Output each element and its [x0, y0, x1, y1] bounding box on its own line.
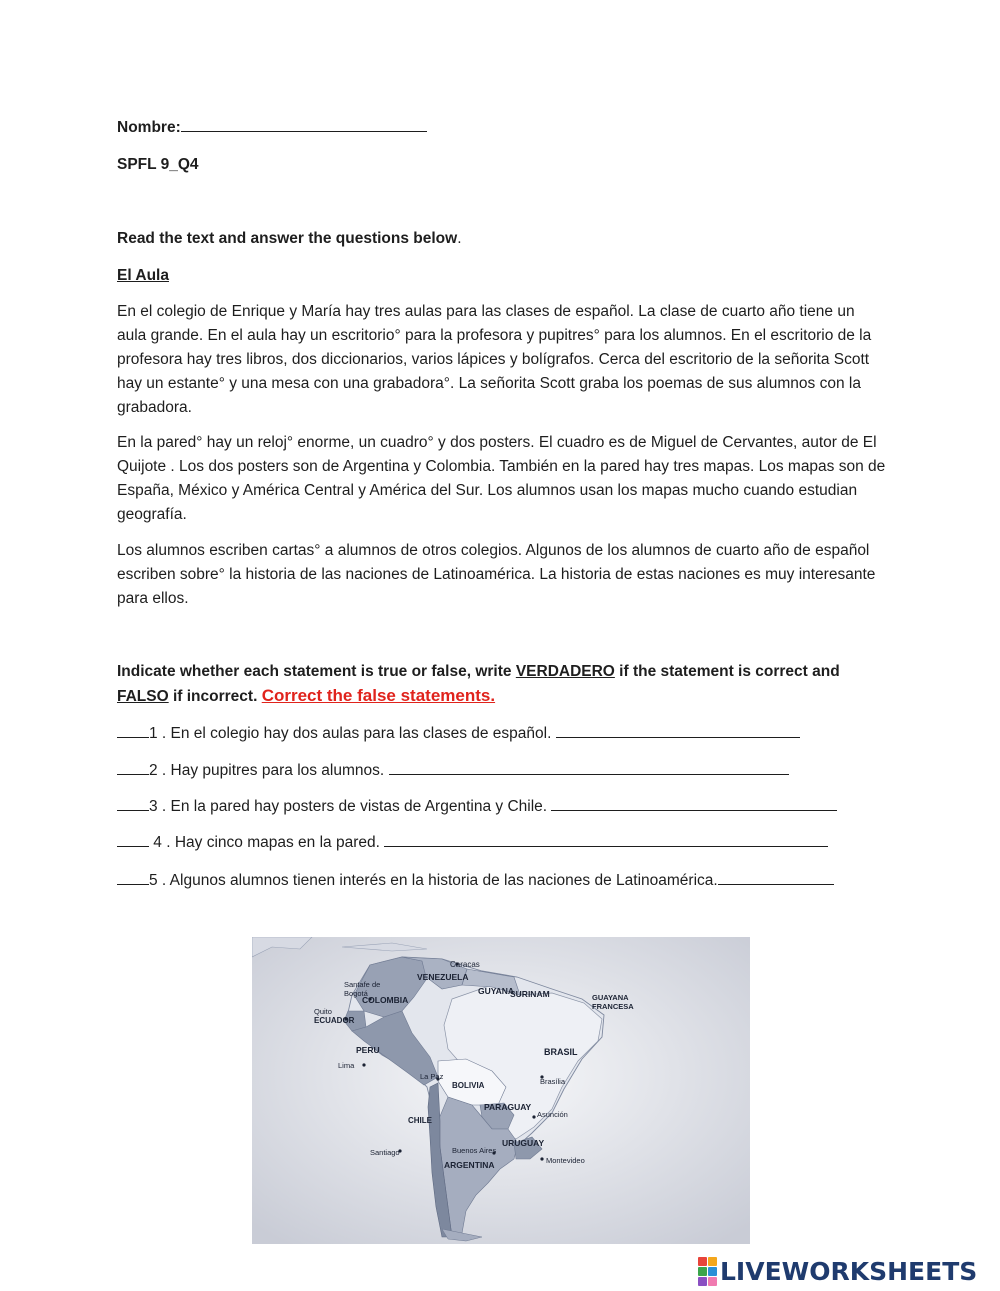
label-guyana: GUYANA [478, 986, 515, 996]
label-montevideo: Montevideo [546, 1156, 585, 1165]
name-input-line[interactable] [181, 117, 427, 132]
reading-paragraph-2: En la pared° hay un reloj° enorme, un cuadro° y dos posters. El cuadro es de Miguel de Cervantes, autor de El Quijote . Los dos posters son de Argentina y Colombia. También en la pared hay tres mapas. Los mapas son de España, México y América Central y América del Sur. Los alumnos usan los mapas mucho cuando estudian geografía. [117, 434, 886, 523]
answer-field-2[interactable] [117, 760, 149, 775]
montevideo-dot [540, 1157, 543, 1160]
label-colombia: COLOMBIA [362, 995, 409, 1005]
map-graphic [252, 937, 750, 1244]
label-brasil: BRASIL [544, 1047, 578, 1057]
label-bogota: Bogotá [344, 989, 368, 998]
statement-row-4 [117, 831, 828, 855]
correction-line-4[interactable] [384, 832, 828, 847]
label-argentina: ARGENTINA [444, 1160, 495, 1170]
label-surinam: SURINAM [510, 989, 550, 999]
answer-field-4[interactable] [117, 832, 149, 847]
logo-block [708, 1257, 717, 1266]
statement-row-5 [117, 869, 834, 893]
verdadero-word: VERDADERO [515, 663, 615, 680]
logo-block [708, 1267, 717, 1276]
label-lapaz: La Paz [420, 1072, 444, 1081]
label-paraguay: PARAGUAY [484, 1102, 532, 1112]
task-text-2: if the statement is correct and [614, 663, 840, 680]
statement-row-1 [117, 722, 800, 746]
statement-text-1: 1 . En el colegio hay dos aulas para las clases de español. [149, 725, 552, 742]
logo-block [698, 1257, 707, 1266]
label-ecuador: ECUADOR [314, 1016, 355, 1025]
label-venezuela: VENEZUELA [417, 972, 469, 982]
logo-block [708, 1277, 717, 1286]
label-brasilia: Brasília [540, 1077, 566, 1086]
answer-field-5[interactable] [117, 870, 149, 885]
label-santiago: Santiago [370, 1148, 400, 1157]
correct-false-note: Correct the false statements. [261, 686, 496, 705]
label-francesa: FRANCESA [592, 1002, 634, 1011]
correction-line-5[interactable] [718, 870, 834, 885]
asuncion-dot [532, 1115, 535, 1118]
logo-blocks-icon [698, 1257, 717, 1286]
correction-line-2[interactable] [389, 760, 789, 775]
statement-row-2 [117, 759, 789, 783]
reading-paragraph-1: En el colegio de Enrique y María hay tres aulas para las clases de español. La clase de cuarto año tiene un aula grande. En el aula hay un escritorio° para la profesora y pupitres° para los alumnos. En el escritorio de la profesora hay tres libros, dos diccionarios, varios lápices y bolígrafos. Cerca del escritorio de la señorita Scott hay un estante° y una mesa con una grabadora°. La señorita Scott graba los poemas de sus alumnos con la grabadora. [117, 303, 872, 416]
task-instructions [117, 660, 877, 709]
label-lima: Lima [338, 1061, 355, 1070]
course-code: SPFL 9_Q4 [117, 156, 199, 173]
logo-block [698, 1277, 707, 1286]
read-instruction-period: . [457, 230, 462, 247]
answer-field-3[interactable] [117, 796, 149, 811]
label-uruguay: URUGUAY [502, 1138, 545, 1148]
label-bolivia: BOLIVIA [452, 1081, 485, 1090]
answer-field-1[interactable] [117, 723, 149, 738]
task-text-3: if incorrect. [168, 688, 262, 705]
statement-text-2: 2 . Hay pupitres para los alumnos. [149, 762, 385, 779]
south-america-map [252, 937, 750, 1244]
read-instruction-text: Read the text and answer the questions below [117, 230, 458, 247]
name-row [117, 116, 427, 140]
label-caracas: Caracas [450, 960, 480, 969]
statement-text-5: 5 . Algunos alumnos tienen interés en la historia de las naciones de Latinoamérica. [149, 872, 718, 889]
statement-text-4: 4 . Hay cinco mapas en la pared. [149, 834, 380, 851]
lima-dot [362, 1063, 365, 1066]
correction-line-3[interactable] [551, 796, 837, 811]
name-label: Nombre: [117, 119, 181, 136]
statement-row-3 [117, 795, 837, 819]
reading-paragraph-3: Los alumnos escriben cartas° a alumnos de otros colegios. Algunos de los alumnos de cuarto año de español escriben sobre° la historia de las naciones de Latinoamérica. La historia de estas naciones es muy interesante para ellos. [117, 542, 876, 607]
label-quito: Quito [314, 1007, 332, 1016]
label-guayana: GUAYANA [592, 993, 629, 1002]
label-buenosaires: Buenos Aires [452, 1146, 497, 1155]
correction-line-1[interactable] [556, 723, 800, 738]
label-asuncion: Asunción [537, 1110, 568, 1119]
logo-text: LIVEWORKSHEETS [720, 1256, 978, 1286]
reading-title: El Aula [117, 267, 169, 284]
falso-word: FALSO [117, 688, 169, 705]
label-peru: PERU [356, 1045, 380, 1055]
label-santafe: Santafe de [344, 980, 381, 989]
label-chile: CHILE [408, 1116, 432, 1125]
statement-text-3: 3 . En la pared hay posters de vistas de Argentina y Chile. [149, 798, 548, 815]
task-text-1: Indicate whether each statement is true or false, write [117, 663, 516, 680]
logo-block [698, 1267, 707, 1276]
liveworksheets-logo [698, 1256, 977, 1286]
read-instruction [117, 227, 462, 251]
